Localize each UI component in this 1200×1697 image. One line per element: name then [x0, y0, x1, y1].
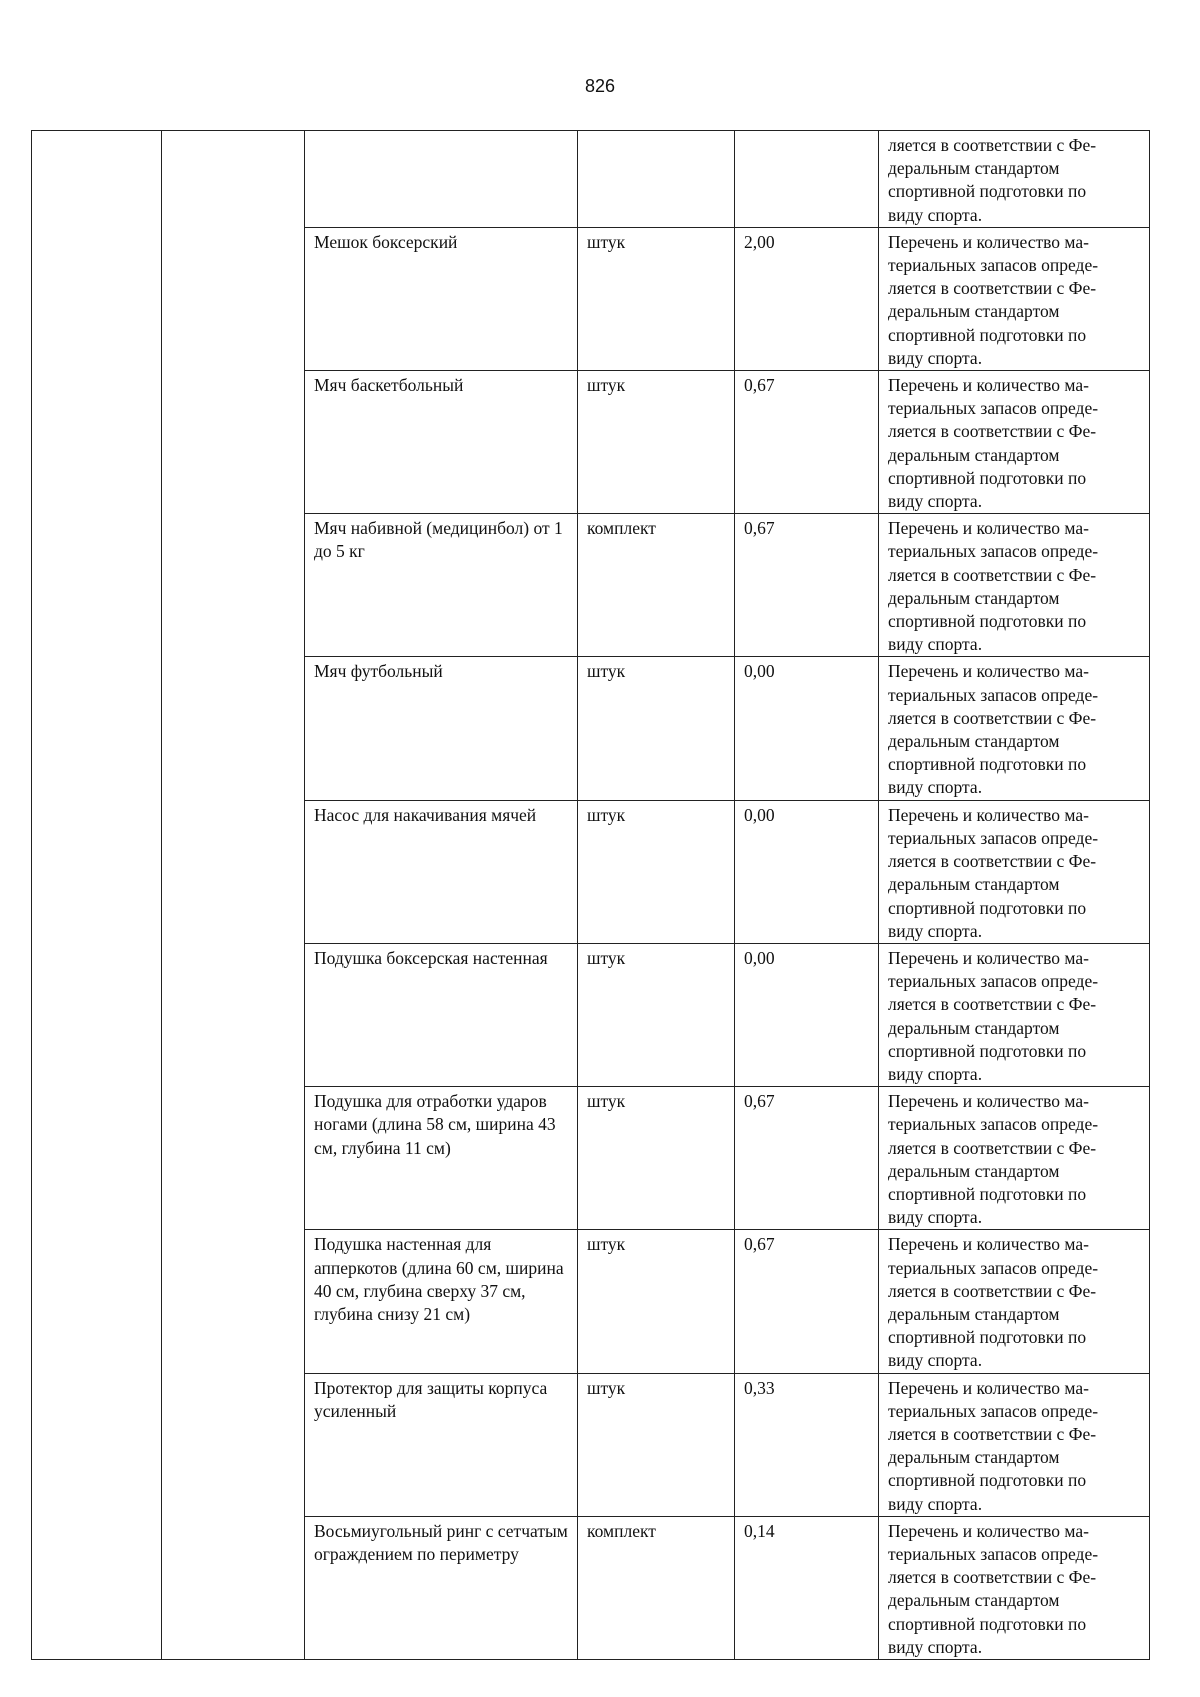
quantity-cell: 0,67 [735, 514, 879, 657]
blank-column-2 [162, 131, 305, 1660]
item-name-cell: Насос для накачивания мячей [305, 800, 578, 943]
note-cell: ляется в соответствии с Фе- деральным стандартом спортивной подготовки по виду спорта. [879, 131, 1150, 228]
unit-cell: комплект [578, 1516, 735, 1659]
item-name-cell: Подушка настенная для апперкотов (длина 60 см, ширина 40 см, глубина сверху 37 см, глубина снизу 21 см) [305, 1230, 578, 1373]
quantity-cell: 0,00 [735, 800, 879, 943]
materials-table [31, 130, 1150, 1660]
item-name-cell: Подушка боксерская настенная [305, 943, 578, 1086]
item-name-cell: Протектор для защиты корпуса усиленный [305, 1373, 578, 1516]
item-name-cell: Подушка для отработки ударов ногами (длина 58 см, ширина 43 см, глубина 11 см) [305, 1087, 578, 1230]
note-cell: Перечень и количество ма- териальных запасов опреде- ляется в соответствии с Фе- деральным стандартом спортивной подготовки по виду спорта. [879, 1230, 1150, 1373]
quantity-cell: 0,33 [735, 1373, 879, 1516]
note-cell: Перечень и количество ма- териальных запасов опреде- ляется в соответствии с Фе- деральным стандартом спортивной подготовки по виду спорта. [879, 943, 1150, 1086]
item-name-cell: Мяч футбольный [305, 657, 578, 800]
unit-cell: штук [578, 1087, 735, 1230]
page-number: 826 [584, 76, 616, 96]
quantity-cell: 2,00 [735, 227, 879, 370]
note-cell: Перечень и количество ма- териальных запасов опреде- ляется в соответствии с Фе- деральным стандартом спортивной подготовки по виду спорта. [879, 371, 1150, 514]
item-name-cell: Мешок боксерский [305, 227, 578, 370]
blank-column-1 [32, 131, 162, 1660]
table-row-continuation [32, 131, 1150, 228]
unit-cell: комплект [578, 514, 735, 657]
item-name-cell: Мяч набивной (медицинбол) от 1 до 5 кг [305, 514, 578, 657]
note-cell: Перечень и количество ма- териальных запасов опреде- ляется в соответствии с Фе- деральным стандартом спортивной подготовки по виду спорта. [879, 1373, 1150, 1516]
unit-cell: штук [578, 371, 735, 514]
item-name-cell [305, 131, 578, 228]
note-cell: Перечень и количество ма- териальных запасов опреде- ляется в соответствии с Фе- деральным стандартом спортивной подготовки по виду спорта. [879, 657, 1150, 800]
unit-cell: штук [578, 1230, 735, 1373]
unit-cell: штук [578, 1373, 735, 1516]
quantity-cell: 0,00 [735, 943, 879, 1086]
note-cell: Перечень и количество ма- териальных запасов опреде- ляется в соответствии с Фе- деральным стандартом спортивной подготовки по виду спорта. [879, 1516, 1150, 1659]
quantity-cell: 0,14 [735, 1516, 879, 1659]
note-cell: Перечень и количество ма- териальных запасов опреде- ляется в соответствии с Фе- деральным стандартом спортивной подготовки по виду спорта. [879, 227, 1150, 370]
item-name-cell: Восьмиугольный ринг с сетчатым ограждением по периметру [305, 1516, 578, 1659]
quantity-cell: 0,67 [735, 1230, 879, 1373]
note-cell: Перечень и количество ма- териальных запасов опреде- ляется в соответствии с Фе- деральным стандартом спортивной подготовки по виду спорта. [879, 1087, 1150, 1230]
note-cell: Перечень и количество ма- териальных запасов опреде- ляется в соответствии с Фе- деральным стандартом спортивной подготовки по виду спорта. [879, 800, 1150, 943]
quantity-cell: 0,67 [735, 1087, 879, 1230]
unit-cell: штук [578, 227, 735, 370]
unit-cell [578, 131, 735, 228]
quantity-cell: 0,67 [735, 371, 879, 514]
unit-cell: штук [578, 657, 735, 800]
unit-cell: штук [578, 800, 735, 943]
note-cell: Перечень и количество ма- териальных запасов опреде- ляется в соответствии с Фе- деральным стандартом спортивной подготовки по виду спорта. [879, 514, 1150, 657]
unit-cell: штук [578, 943, 735, 1086]
quantity-cell [735, 131, 879, 228]
item-name-cell: Мяч баскетбольный [305, 371, 578, 514]
quantity-cell: 0,00 [735, 657, 879, 800]
